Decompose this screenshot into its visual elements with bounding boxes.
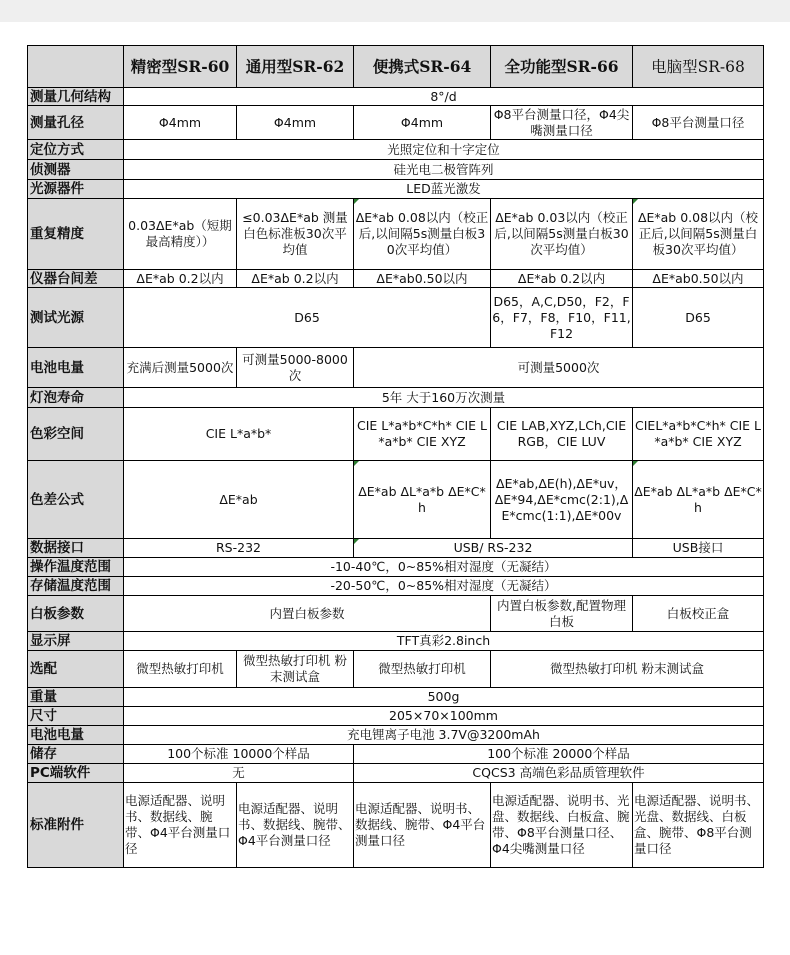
cell-accessories-sr68: 电源适配器、说明书、光盘、数据线、白板盒、腕带、Φ8平台测量口径 bbox=[633, 783, 764, 868]
row-label-pc-software: PC端软件 bbox=[28, 764, 124, 783]
row-label-options: 选配 bbox=[28, 651, 124, 688]
table-row bbox=[28, 106, 764, 140]
row-label-positioning: 定位方式 bbox=[28, 140, 124, 160]
cell-white-board-sr68: 白板校正盒 bbox=[633, 596, 764, 632]
row-label-aperture: 测量孔径 bbox=[28, 106, 124, 140]
table-row bbox=[28, 632, 764, 651]
table-row bbox=[28, 270, 764, 288]
cell-inter-instrument-sr64: ΔE*ab0.50以内 bbox=[354, 270, 491, 288]
cell-color-space-sr60-62: CIE L*a*b* bbox=[124, 408, 354, 461]
table-row bbox=[28, 408, 764, 461]
cell-size-all: 205×70×100mm bbox=[124, 707, 764, 726]
cell-inter-instrument-sr66: ΔE*ab 0.2以内 bbox=[491, 270, 633, 288]
row-label-lamp-life: 灯泡寿命 bbox=[28, 388, 124, 408]
cell-test-light-sr68: D65 bbox=[633, 288, 764, 348]
cell-color-diff-sr68: ΔE*ab ΔL*a*b ΔE*C*h bbox=[633, 461, 764, 539]
cell-aperture-sr66: Φ8平台测量口径，Φ4尖嘴测量口径 bbox=[491, 106, 633, 140]
row-label-battery: 电池电量 bbox=[28, 726, 124, 745]
cell-color-space-sr68: CIEL*a*b*C*h* CIE L*a*b* CIE XYZ bbox=[633, 408, 764, 461]
cell-light-device-all: LED蓝光激发 bbox=[124, 180, 764, 199]
table-row bbox=[28, 199, 764, 270]
row-label-interface: 数据接口 bbox=[28, 539, 124, 558]
cell-accessories-sr66: 电源适配器、说明书、光盘、数据线、白板盒、腕带、Φ8平台测量口径、Φ4尖嘴测量口径 bbox=[491, 783, 633, 868]
row-label-geometry: 测量几何结构 bbox=[28, 88, 124, 106]
cell-battery-capacity-sr62: 可测量5000-8000次 bbox=[237, 348, 354, 388]
table-row bbox=[28, 745, 764, 764]
cell-op-temp-all: -10-40℃，0~85%相对湿度（无凝结） bbox=[124, 558, 764, 577]
table-row bbox=[28, 764, 764, 783]
cell-test-light-sr66: D65，A,C,D50，F2，F6，F7，F8，F10，F11,F12 bbox=[491, 288, 633, 348]
cell-accessories-sr62: 电源适配器、说明书、数据线、腕带、Φ4平台测量口径 bbox=[237, 783, 354, 868]
cell-aperture-sr62: Φ4mm bbox=[237, 106, 354, 140]
table-row bbox=[28, 461, 764, 539]
row-label-storage: 储存 bbox=[28, 745, 124, 764]
cell-repeatability-sr66: ΔE*ab 0.03以内（校正后,以间隔5s测量白板30次平均值） bbox=[491, 199, 633, 270]
row-label-battery-capacity: 电池电量 bbox=[28, 348, 124, 388]
row-label-repeatability: 重复精度 bbox=[28, 199, 124, 270]
cell-storage-temp-all: -20-50℃，0~85%相对湿度（无凝结） bbox=[124, 577, 764, 596]
table-row bbox=[28, 288, 764, 348]
cell-inter-instrument-sr68: ΔE*ab0.50以内 bbox=[633, 270, 764, 288]
cell-repeatability-sr68: ΔE*ab 0.08以内（校正后,以间隔5s测量白板30次平均值） bbox=[633, 199, 764, 270]
table-row bbox=[28, 388, 764, 408]
cell-inter-instrument-sr60: ΔE*ab 0.2以内 bbox=[124, 270, 237, 288]
header-row bbox=[28, 46, 764, 88]
cell-positioning-all: 光照定位和十字定位 bbox=[124, 140, 764, 160]
header-model-sr68: 电脑型SR-68 bbox=[633, 46, 764, 88]
row-label-white-board: 白板参数 bbox=[28, 596, 124, 632]
cell-pc-software-sr64-68: CQCS3 高端色彩品质管理软件 bbox=[354, 764, 764, 783]
cell-aperture-sr64: Φ4mm bbox=[354, 106, 491, 140]
table-row bbox=[28, 651, 764, 688]
cell-options-sr62: 微型热敏打印机 粉末测试盒 bbox=[237, 651, 354, 688]
cell-aperture-sr60: Φ4mm bbox=[124, 106, 237, 140]
cell-interface-sr60-62: RS-232 bbox=[124, 539, 354, 558]
cell-white-board-sr60-64: 内置白板参数 bbox=[124, 596, 491, 632]
table-row bbox=[28, 348, 764, 388]
cell-battery-all: 充电锂离子电池 3.7V@3200mAh bbox=[124, 726, 764, 745]
cell-color-diff-sr66: ΔE*ab,ΔE(h),ΔE*uv，ΔE*94,ΔE*cmc(2:1),ΔE*cmc(1:1),ΔE*00v bbox=[491, 461, 633, 539]
row-label-display: 显示屏 bbox=[28, 632, 124, 651]
cell-options-sr66-68: 微型热敏打印机 粉末测试盒 bbox=[491, 651, 764, 688]
table-row bbox=[28, 140, 764, 160]
table-row bbox=[28, 577, 764, 596]
cell-repeatability-sr60: 0.03ΔE*ab（短期最高精度）） bbox=[124, 199, 237, 270]
row-label-accessories: 标准附件 bbox=[28, 783, 124, 868]
cell-battery-capacity-sr64-68: 可测量5000次 bbox=[354, 348, 764, 388]
cell-lamp-life-all: 5年 大于160万次测量 bbox=[124, 388, 764, 408]
cell-color-space-sr66: CIE LAB,XYZ,LCh,CIE RGB，CIE LUV bbox=[491, 408, 633, 461]
row-label-color-diff: 色差公式 bbox=[28, 461, 124, 539]
cell-options-sr64: 微型热敏打印机 bbox=[354, 651, 491, 688]
cell-accessories-sr64: 电源适配器、说明书、数据线、腕带、Φ4平台测量口径 bbox=[354, 783, 491, 868]
cell-options-sr60: 微型热敏打印机 bbox=[124, 651, 237, 688]
table-row bbox=[28, 783, 764, 868]
cell-accessories-sr60: 电源适配器、说明书、数据线、腕带、Φ4平台测量口径 bbox=[124, 783, 237, 868]
row-label-color-space: 色彩空间 bbox=[28, 408, 124, 461]
row-label-weight: 重量 bbox=[28, 688, 124, 707]
header-corner bbox=[28, 46, 124, 88]
table-row bbox=[28, 596, 764, 632]
cell-color-diff-sr64: ΔE*ab ΔL*a*b ΔE*C*h bbox=[354, 461, 491, 539]
cell-pc-software-sr60-62: 无 bbox=[124, 764, 354, 783]
cell-interface-sr64-66: USB/ RS-232 bbox=[354, 539, 633, 558]
cell-storage-sr60-62: 100个标准 10000个样品 bbox=[124, 745, 354, 764]
row-label-size: 尺寸 bbox=[28, 707, 124, 726]
header-model-sr60: 精密型SR-60 bbox=[124, 46, 237, 88]
row-label-inter-instrument: 仪器台间差 bbox=[28, 270, 124, 288]
row-label-detector: 侦测器 bbox=[28, 160, 124, 180]
row-label-test-light: 测试光源 bbox=[28, 288, 124, 348]
cell-repeatability-sr64: ΔE*ab 0.08以内（校正后,以间隔5s测量白板30次平均值） bbox=[354, 199, 491, 270]
row-label-storage-temp: 存储温度范围 bbox=[28, 577, 124, 596]
cell-aperture-sr68: Φ8平台测量口径 bbox=[633, 106, 764, 140]
table-row bbox=[28, 539, 764, 558]
table-row bbox=[28, 558, 764, 577]
cell-detector-all: 硅光电二极管阵列 bbox=[124, 160, 764, 180]
table-row bbox=[28, 726, 764, 745]
spec-comparison-table bbox=[27, 45, 764, 868]
top-bar bbox=[0, 0, 790, 22]
row-label-op-temp: 操作温度范围 bbox=[28, 558, 124, 577]
cell-interface-sr68: USB接口 bbox=[633, 539, 764, 558]
header-model-sr64: 便携式SR-64 bbox=[354, 46, 491, 88]
cell-test-light-sr60-64: D65 bbox=[124, 288, 491, 348]
header-model-sr62: 通用型SR-62 bbox=[237, 46, 354, 88]
cell-color-space-sr64: CIE L*a*b*C*h* CIE L*a*b* CIE XYZ bbox=[354, 408, 491, 461]
cell-repeatability-sr62: ≤0.03ΔE*ab 测量白色标准板30次平均值 bbox=[237, 199, 354, 270]
table-row bbox=[28, 160, 764, 180]
cell-battery-capacity-sr60: 充满后测量5000次 bbox=[124, 348, 237, 388]
cell-display-all: TFT真彩2.8inch bbox=[124, 632, 764, 651]
cell-storage-sr64-68: 100个标准 20000个样品 bbox=[354, 745, 764, 764]
cell-geometry-all: 8°/d bbox=[124, 88, 764, 106]
table-row bbox=[28, 180, 764, 199]
table-row bbox=[28, 688, 764, 707]
table-row bbox=[28, 88, 764, 106]
table-row bbox=[28, 707, 764, 726]
cell-inter-instrument-sr62: ΔE*ab 0.2以内 bbox=[237, 270, 354, 288]
row-label-light-device: 光源器件 bbox=[28, 180, 124, 199]
cell-weight-all: 500g bbox=[124, 688, 764, 707]
header-model-sr66: 全功能型SR-66 bbox=[491, 46, 633, 88]
cell-white-board-sr66: 内置白板参数,配置物理白板 bbox=[491, 596, 633, 632]
cell-color-diff-sr60-62: ΔE*ab bbox=[124, 461, 354, 539]
